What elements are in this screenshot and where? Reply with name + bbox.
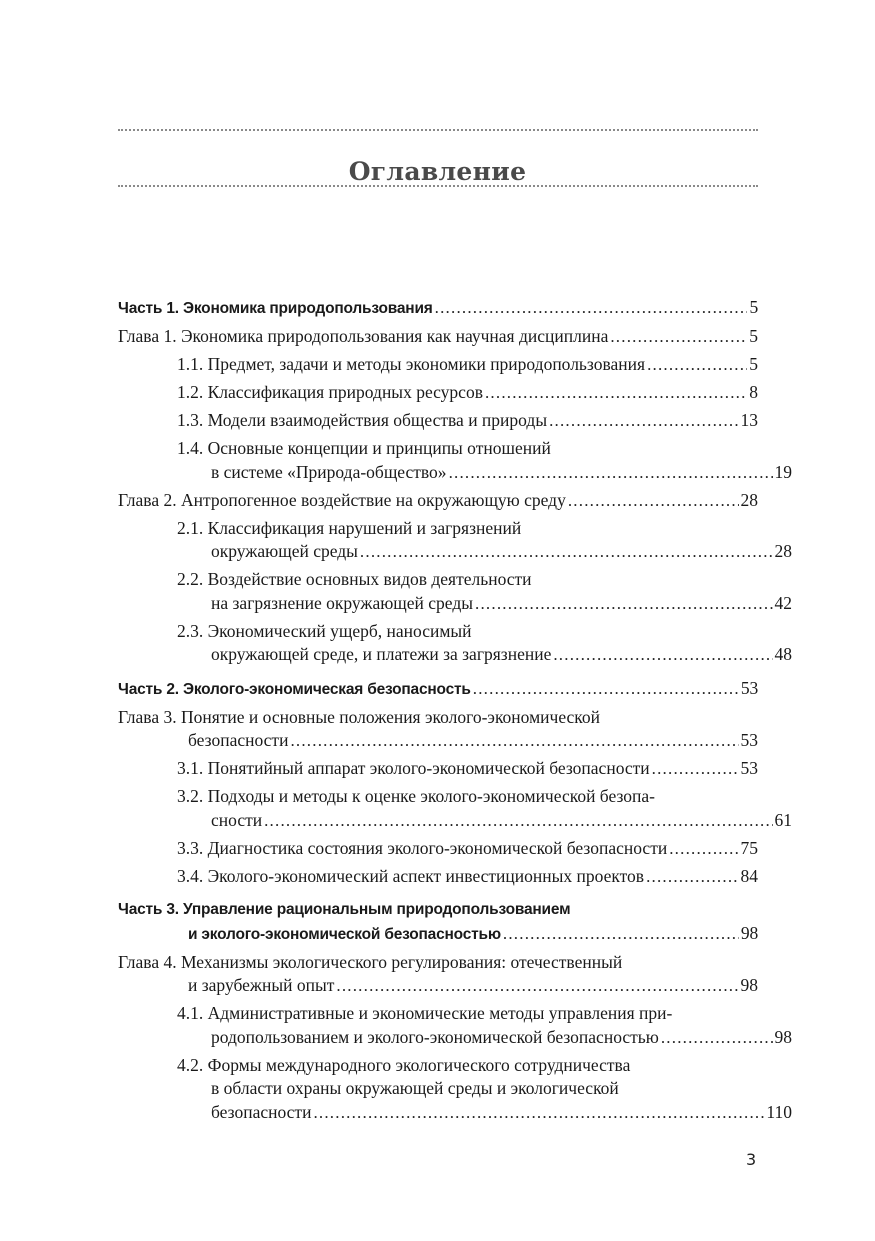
dot-leader <box>646 865 738 889</box>
page-number: 3 <box>746 1150 757 1169</box>
toc-page-number: 110 <box>766 1101 792 1122</box>
toc-entry-title: Часть 1. Экономика природопользования <box>118 300 433 317</box>
dot-leader <box>568 489 739 513</box>
toc-page-number: 28 <box>740 489 758 510</box>
toc-entry-title: окружающей среды <box>211 541 358 561</box>
toc-entry-title: Глава 3. Понятие и основные положения эколого-экономической <box>118 706 601 727</box>
toc-page-number: 13 <box>740 410 758 430</box>
dot-leader <box>661 1026 773 1050</box>
toc-page-number: 42 <box>774 592 792 613</box>
toc-entry-title: 2.2. Воздействие основных видов деятельности <box>177 569 532 589</box>
toc-entry-title: 2.1. Классификация нарушений и загрязнений <box>177 517 522 538</box>
toc-entry-title: 3.2. Подходы и методы к оценке эколого-экономической безопа- <box>177 786 655 806</box>
toc-entry-chapter[interactable] <box>118 325 758 349</box>
dot-leader <box>485 381 747 405</box>
dot-leader <box>553 643 772 667</box>
toc-page-number: 75 <box>740 837 758 858</box>
toc-entry-title: Глава 2. Антропогенное воздействие на окружающую среду <box>118 489 566 510</box>
toc-entry-section[interactable] <box>118 865 758 889</box>
toc-entry-chapter[interactable] <box>118 489 758 513</box>
dot-leader <box>647 353 747 377</box>
page-title: Оглавление <box>348 156 527 186</box>
toc-page-number: 8 <box>749 382 758 402</box>
dot-leader <box>360 540 773 564</box>
toc-entry-title: сности <box>211 809 263 830</box>
toc-page-number: 61 <box>774 809 792 830</box>
toc-entry-section[interactable] <box>118 381 758 405</box>
toc-page-number: 48 <box>774 644 792 664</box>
toc-entry-title: 1.3. Модели взаимодействия общества и природы <box>177 410 548 430</box>
toc-entry-chapter[interactable] <box>118 951 758 998</box>
toc-entry-title: 3.4. Эколого-экономический аспект инвестиционных проектов <box>177 865 645 886</box>
dotted-rule-top <box>118 129 758 131</box>
toc-entry-title: Глава 4. Механизмы экологического регулирования: отечественный <box>118 951 623 972</box>
toc-entry-part[interactable] <box>118 898 758 946</box>
dot-leader <box>549 409 738 433</box>
toc-page-number: 28 <box>774 541 792 561</box>
toc-entry-title: 1.4. Основные концепции и принципы отношений <box>177 438 551 458</box>
dotted-rule-bottom <box>118 185 758 187</box>
toc-entry-title: 4.1. Административные и экономические методы управления при- <box>177 1003 673 1023</box>
toc-entry-section[interactable] <box>118 1002 792 1049</box>
toc-entry-title: 2.3. Экономический ущерб, наносимый <box>177 620 472 641</box>
toc-entry-title: родопользованием и эколого-экономической безопасностью <box>211 1026 659 1047</box>
toc-page-number: 53 <box>740 730 758 750</box>
toc-page-number: 5 <box>749 354 758 374</box>
toc-entry-part[interactable] <box>118 296 758 321</box>
dot-leader <box>435 296 748 320</box>
toc-entry-section[interactable] <box>118 517 792 564</box>
toc-page-number: 98 <box>740 975 758 995</box>
toc-page-number: 5 <box>749 297 758 317</box>
toc-entry-section[interactable] <box>118 437 792 484</box>
dot-leader <box>503 922 739 946</box>
dot-leader <box>449 461 773 485</box>
toc-entry-section[interactable] <box>118 620 792 667</box>
dot-leader <box>290 729 738 753</box>
toc-entry-title: в системе «Природа-общество» <box>211 461 447 482</box>
toc-entry-title: Глава 1. Экономика природопользования как научная дисциплина <box>118 326 609 346</box>
dot-leader <box>652 757 739 781</box>
toc-entry-section[interactable] <box>118 757 758 781</box>
toc-entry-section[interactable] <box>118 353 758 377</box>
toc-entry-chapter[interactable] <box>118 706 758 753</box>
toc-entry-title: окружающей среде, и платежи за загрязнение <box>211 644 552 664</box>
toc-page-number: 84 <box>740 865 758 886</box>
toc-page-number: 53 <box>740 677 758 698</box>
toc-entry-part[interactable] <box>118 677 758 702</box>
toc-page-number: 53 <box>740 758 758 778</box>
toc-entry-title: безопасности <box>211 1101 312 1122</box>
toc-entry-title: 1.1. Предмет, задачи и методы экономики природопользования <box>177 354 646 374</box>
table-of-contents <box>118 296 792 1129</box>
toc-entry-section[interactable] <box>118 837 758 861</box>
dot-leader <box>669 837 738 861</box>
toc-page-number: 98 <box>740 922 758 943</box>
toc-entry-title: в области охраны окружающей среды и экологической <box>211 1078 619 1098</box>
toc-entry-title: на загрязнение окружающей среды <box>211 592 474 613</box>
toc-page-number: 5 <box>749 326 758 346</box>
toc-entry-title: 1.2. Классификация природных ресурсов <box>177 382 483 402</box>
toc-entry-section[interactable] <box>118 1054 792 1125</box>
toc-entry-title: Часть 2. Эколого-экономическая безопасность <box>118 680 471 698</box>
dot-leader <box>610 325 747 349</box>
toc-entry-section[interactable] <box>118 568 792 615</box>
toc-entry-title: Часть 3. Управление рациональным природопользованием <box>118 901 571 918</box>
dot-leader <box>473 677 739 701</box>
dot-leader <box>336 974 738 998</box>
dot-leader <box>475 592 772 616</box>
dot-leader <box>264 809 772 833</box>
toc-entry-title: и эколого-экономической безопасностью <box>188 925 501 943</box>
toc-page-number: 98 <box>774 1026 792 1047</box>
toc-entry-title: 3.3. Диагностика состояния эколого-экономической безопасности <box>177 837 668 858</box>
toc-entry-section[interactable] <box>118 785 792 832</box>
toc-entry-title: 3.1. Понятийный аппарат эколого-экономической безопасности <box>177 758 650 778</box>
toc-entry-section[interactable] <box>118 409 758 433</box>
toc-entry-title: и зарубежный опыт <box>188 975 335 995</box>
dot-leader <box>313 1101 764 1125</box>
toc-entry-title: 4.2. Формы международного экологического сотрудничества <box>177 1054 631 1075</box>
toc-entry-title: безопасности <box>188 730 289 750</box>
toc-page-number: 19 <box>774 461 792 482</box>
